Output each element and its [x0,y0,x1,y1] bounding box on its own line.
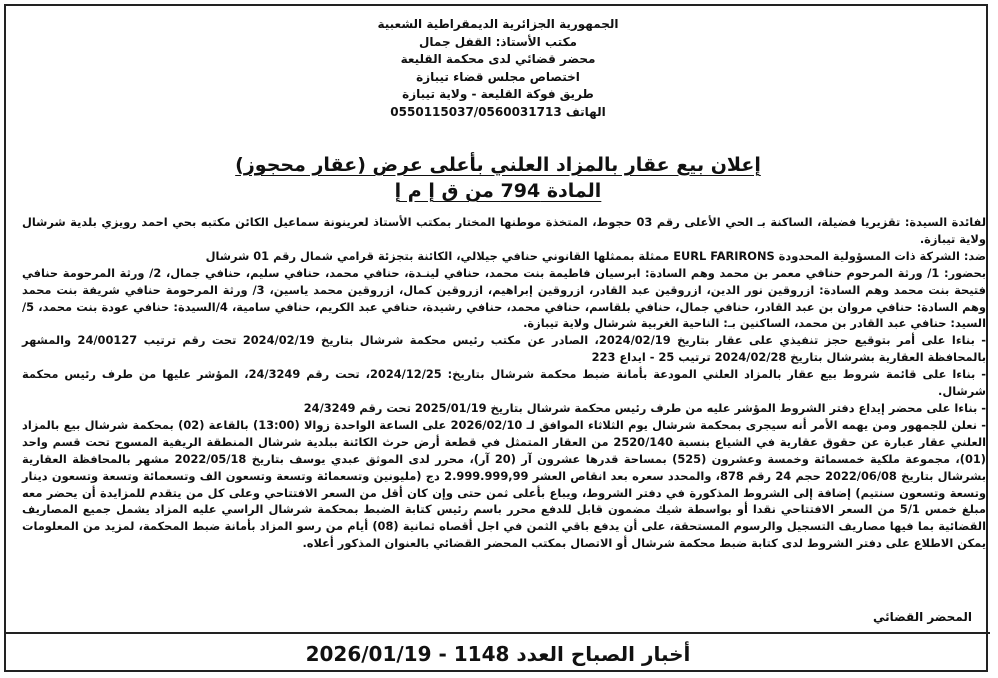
signature: المحضر القضائي [872,610,972,624]
announcement-title-block [6,152,990,204]
country-line: الجمهورية الجزائرية الديمقراطية الشعبية [377,17,619,31]
announcement-frame [4,4,988,672]
announcement-body [22,214,986,552]
deposit-report-paragraph: - بناءا على محضر إيداع دفتر الشروط المؤشر عليه من طرف رئيس محكمة شرشال بتاريخ 2025/01/19 تحت رقم 24/3249 [303,400,986,415]
auction-notice-paragraph: - نعلن للجمهور ومن يهمه الأمر أنه سيجرى بمحكمة شرشال يوم الثلاثاء الموافق لـ 2026/02/10 على الساعة الواحدة زوالا (13:00) بالقاعة (02) بمحكمة شرشال بيع بالمزاد العلني عقار عبارة عن حقوق عقارية في الشياع بنسبة 2520/140 من العقار المتمثل في قطعة أرض حرث الكائنة ببلدية شرشال المنطقة الريفية المسوح تحت قسم واحد (01)، مجموعة ملكية خمسمائة وخمسة وعشرون (525) بمساحة قدرها عشرون آر (20 آر)، محرر لدى الموثق عبدي يوسف بتاريخ 2022/05/18 مشهر بالمحافظة العقارية بشرشال بتاريخ 2022/06/08 حجم 24 رقم 878، والمحدد سعره بعد انقاص العشر 2.999.999,99 دج (مليونين وتسعمائة وتسعة وتسعون الف وتسعمائة وتسعة وتسعون دينار وتسعة وتسعون سنتيم) إضافة إلى الشروط المذكورة في دفتر الشروط، ويباع بأعلى ثمن حتى وإن كان أقل من السعر الافتتاحي وعلى كل من يتقدم للمزايدة أن يحضر معه مبلغ خمس 5/1 من السعر الافتتاحي نقدا أو بواسطة شيك مضمون قابل للدفع محرر باسم رئيس كتابة الضبط بمحكمة شرشال الراسي عليه المزاد يشمل جميع المصاريف القضائية بما فيها مصاريف التسجيل والرسوم المستحقة، على أن يدفع باقي الثمن في اجل أقصاه ثمانية (08) أيام من رسو المزاد بأمانة ضبط المحكمة، لمزيد من المعلومات يمكن الاطلاع على دفتر الشروط لدى كتابة ضبط محكمة شرشال أو الاتصال بمكتب المحضر القضائي بالعنوان المذكور أعلاه. [22,417,987,551]
role-line: محضر قضائي لدى محكمة القليعة [400,52,596,66]
office-line: مكتب الأستاذ: القفل جمال [419,34,577,49]
beneficiary-paragraph: لفائدة السيدة: تقزيريا فضيلة، الساكنة بـ الحي الأعلى رقم 03 حجوط، المتخذة موطنها المختار بمكتب الأستاذ لعرينونة سماعيل الكائن مكتبه بحي احمد رويزي بلدية شرشال ولاية تيبازة. [22,215,986,246]
seizure-order-paragraph: - بناءا على أمر بتوقيع حجز تنفيذي على عقار بتاريخ 2024/02/19، الصادر عن مكتب رئيس محكمة شرشال بتاريخ 2024/02/19 تحت رقم ترتيب 24/00127 والمشهر بالمحافظة العقارية بشرشال بتاريخ 2024/02/28 ترتيب 25 - ايداع 223 [22,333,987,365]
announcement-title: إعلان بيع عقار بالمزاد العلني بأعلى عرض (عقار محجوز) [235,154,761,176]
bailiff-header [6,16,990,121]
against-paragraph: ضد: الشركة ذات المسؤولية المحدودة EURL FARIRONS ممثلة بممثلها القانوني حنافي جيلالي، الكائنة بتجزئة قرامي شمال رقم 01 شرشال [205,248,986,263]
phone-line: الهاتف 0550115037/0560031713 [390,104,606,119]
article-reference: المادة 794 من ق إ م إ [394,180,602,202]
jurisdiction-line: اختصاص مجلس قضاء تيبازة [416,69,580,84]
attendance-paragraph: بحضور: 1/ ورثة المرحوم حنافي معمر بن محمد وهم السادة: ابرسيان فاطيمة بنت محمد، حنافي لينـدة، حنافي محمد، حنافي سليم، حنافي جمال، 2/ ورثة المرحومة حنافي فتيحة بنت محمد وهم السادة: ازروقين نور الدين، ازروقين عبد القادر، ازروقين إبراهيم، ازروقين كمال، ازروقين محمد ياسين، 3/ ورثة المرحومة حنافي شريفة بنت محمد وهم السادة: حنافي مروان بن عبد القادر، حنافي جمال، حنافي بلقاسم، حنافي محمد، حنافي رشيدة، حنافي عبد الكريم، حنافي سامية، 4/السيدة: حنافي عودة بنت محمد، 5/السيد: حنافي عبد القادر بن محمد، الساكنين بـ: الناحية الغربية شرشال ولاية تيبازة. [22,265,986,331]
address-line: طريق فوكة القليعة - ولاية تيبازة [402,87,594,101]
newspaper-footer: أخبار الصباح العدد 1148 - 2026/01/19 [6,632,990,674]
conditions-list-paragraph: - بناءا على قائمة شروط بيع عقار بالمزاد العلني المودعة بأمانة ضبط محكمة شرشال بتاريخ: 2024/12/25، تحت رقم 24/3249، المؤشر عليها من طرف رئيس محكمة شرشال. [22,367,987,399]
